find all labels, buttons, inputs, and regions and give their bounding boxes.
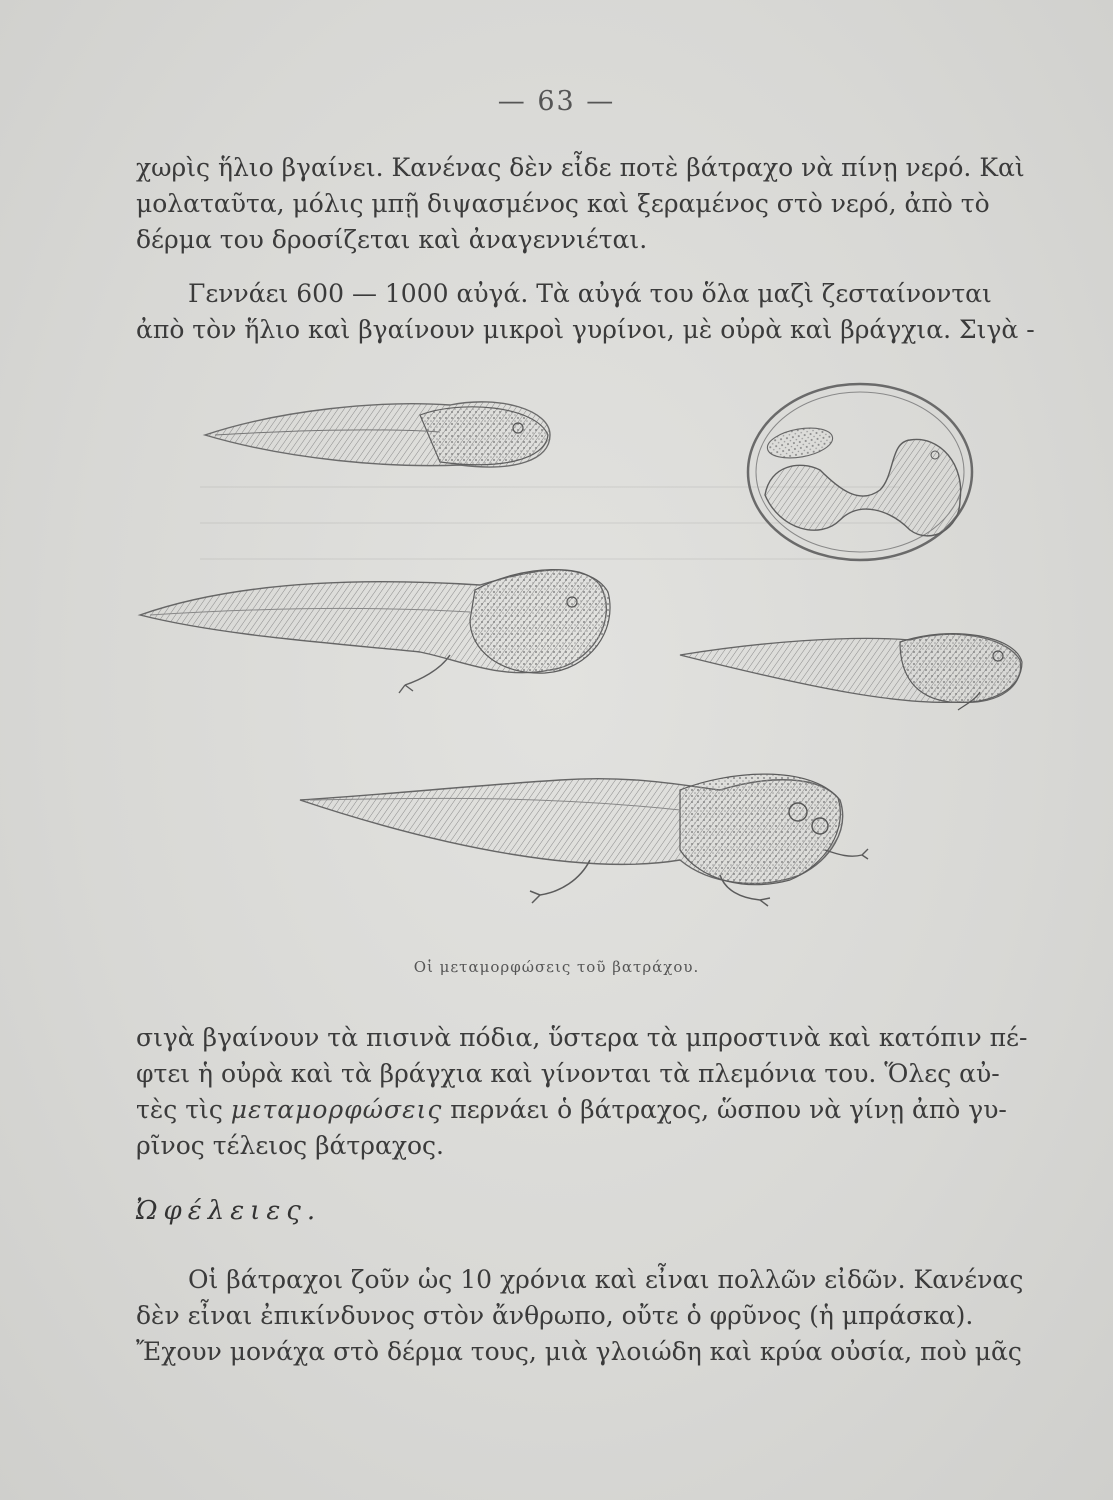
paragraph-2 (136, 276, 1036, 348)
frog-metamorphosis-illustration (120, 380, 1040, 940)
section-heading: Ὠφέλειες. (136, 1196, 322, 1226)
text-line: ρῖνος τέλειος βάτραχος. (136, 1131, 444, 1160)
text-segment: τὲς τὶς (136, 1095, 231, 1124)
illustration-svg (120, 380, 1040, 940)
froglet-with-tail (300, 774, 868, 906)
figure-caption: Οἱ μεταμορφώσεις τοῦ βατράχου. (413, 958, 700, 976)
text-line: δὲν εἶναι ἐπικίνδυνος στὸν ἄνθρωπο, οὔτε ὁ φρῦνος (ἡ μπράσκα). (136, 1301, 974, 1330)
text-line: Οἱ βάτραχοι ζοῦν ὡς 10 χρόνια καὶ εἶναι πολλῶν εἰδῶν. Κανένας (188, 1265, 1024, 1294)
text-line: ἀπὸ τὸν ἥλιο καὶ βγαίνουν μικροὶ γυρίνοι, μὲ οὐρὰ καὶ βράγχια. Σιγὰ - (136, 315, 1035, 344)
text-line: δέρμα του δροσίζεται καὶ ἀναγεννιέται. (136, 225, 648, 254)
text-line-with-emphasis (136, 1092, 1036, 1128)
paragraph-1 (136, 150, 1036, 258)
paragraph-3 (136, 1020, 1036, 1164)
text-line: μολαταῦτα, μόλις μπῇ διψασμένος καὶ ξεραμένος στὸ νερό, ἀπὸ τὸ (136, 189, 990, 218)
page-number: — 63 — (497, 86, 616, 117)
emphasized-term: μεταμορφώσεις (230, 1095, 443, 1124)
text-line: Γεννάει 600 — 1000 αὐγά. Τὰ αὐγά του ὅλα μαζὶ ζεσταίνονται (188, 279, 992, 308)
paragraph-4 (136, 1262, 1036, 1370)
tadpole-early (205, 402, 550, 467)
text-line: σιγὰ βγαίνουν τὰ πισινὰ πόδια, ὕστερα τὰ μπροστινὰ καὶ κατόπιν πέ- (136, 1023, 1028, 1052)
text-segment: περνάει ὁ βάτραχος, ὥσπου νὰ γίνῃ ἀπὸ γυ- (442, 1095, 1007, 1124)
text-line: Ἔχουν μονάχα στὸ δέρμα τους, μιὰ γλοιώδη καὶ κρύα οὐσία, ποὺ μᾶς (136, 1337, 1022, 1366)
tadpole-with-hind-legs (140, 570, 610, 693)
tadpole-elongated (680, 634, 1022, 710)
embryo-in-egg (748, 384, 972, 560)
text-line: φτει ἡ οὐρὰ καὶ τὰ βράγχια καὶ γίνονται τὰ πλεμόνια του. Ὅλες αὐ- (136, 1059, 1000, 1088)
text-line: χωρὶς ἥλιο βγαίνει. Κανένας δὲν εἶδε ποτὲ βάτραχο νὰ πίνῃ νερό. Καὶ (136, 153, 1025, 182)
